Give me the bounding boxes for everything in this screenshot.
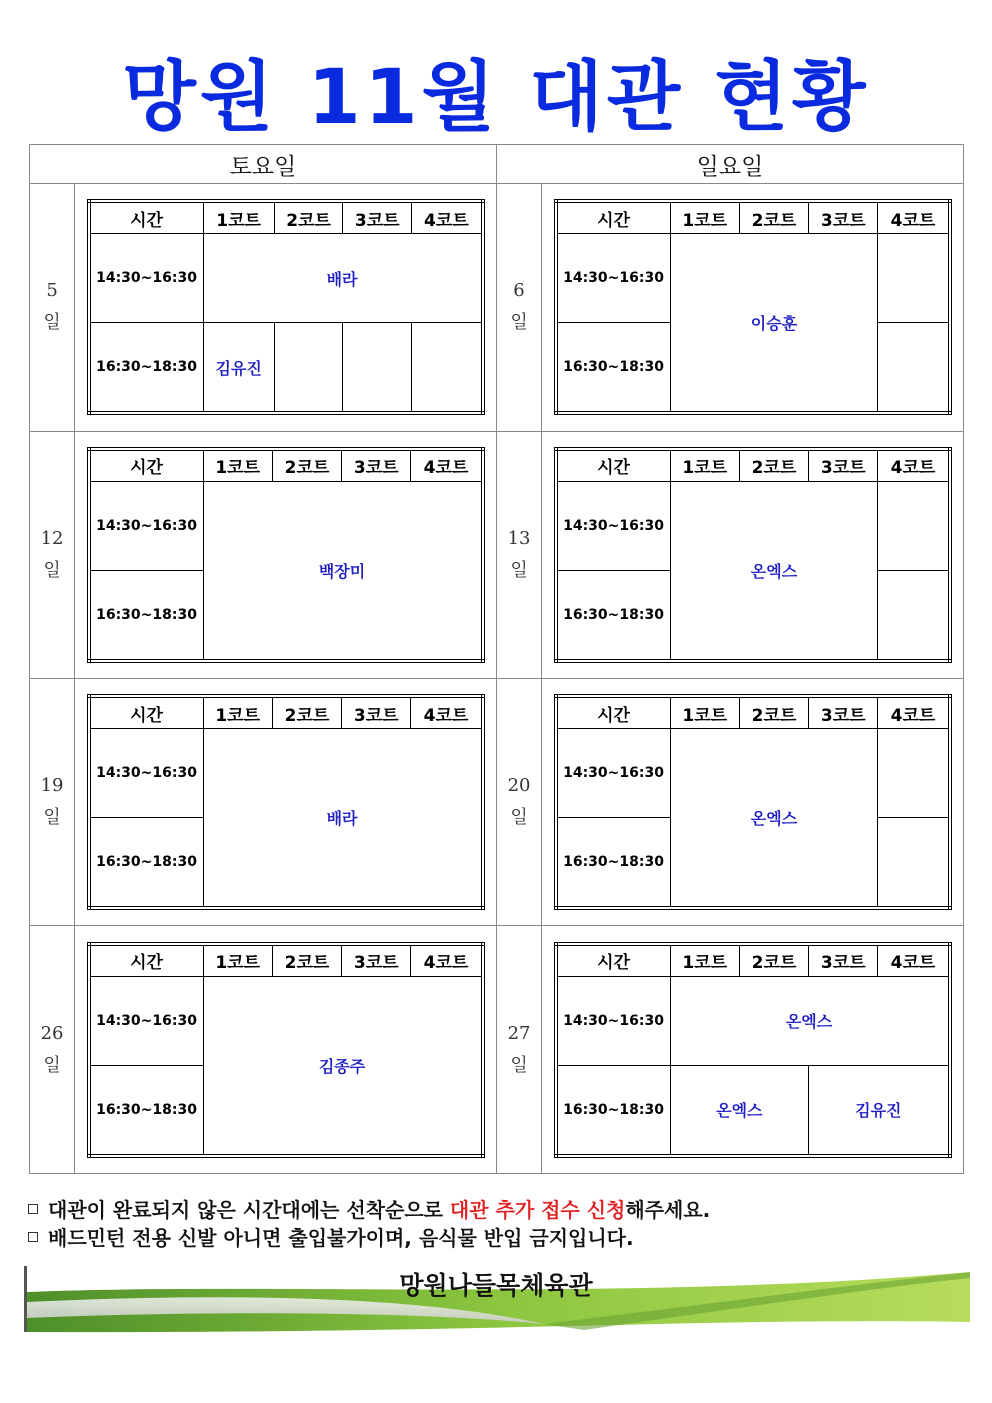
highlight-text: 대관 추가 접수 신청 bbox=[449, 1198, 626, 1222]
booking-cell: 이승훈 bbox=[670, 234, 878, 414]
date-label: 27 일 bbox=[496, 926, 541, 1174]
sunday-header: 일요일 bbox=[496, 145, 963, 184]
court-table: 시간 1코트 2코트 3코트 4코트 14:30~16:30 온엑스 16:30~18:30 bbox=[554, 694, 952, 910]
date-label: 6 일 bbox=[496, 184, 541, 431]
court-table: 시간 1코트 2코트 3코트 4코트 14:30~16:30 백장미 16:30~18:30 bbox=[87, 447, 485, 663]
booking-cell: 김유진 bbox=[203, 323, 274, 414]
schedule-table bbox=[29, 144, 964, 1174]
note-line-1: 대관이 완료되지 않은 시간대에는 선착순으로 대관 추가 접수 신청해주세요. bbox=[28, 1196, 710, 1224]
booking-cell: 온엑스 bbox=[670, 1065, 809, 1156]
facility-name: 망원나들목체육관 bbox=[399, 1271, 593, 1300]
booking-cell: 온엑스 bbox=[670, 976, 950, 1065]
booking-cell: 배라 bbox=[203, 234, 483, 323]
page-title: 망원 11월 대관 현황 bbox=[122, 52, 870, 141]
date-label: 20 일 bbox=[496, 679, 541, 926]
court-table: 시간 1코트 2코트 3코트 4코트 14:30~16:30 배라 16:30~18:30 김유진 bbox=[87, 199, 485, 415]
court-table: 시간 1코트 2코트 3코트 4코트 14:30~16:30 김종주 16:30~18:30 bbox=[87, 942, 485, 1158]
bullet-icon bbox=[28, 1204, 38, 1214]
court-table: 시간 1코트 2코트 3코트 4코트 14:30~16:30 이승훈 16:30~18:30 bbox=[554, 199, 952, 415]
booking-cell: 온엑스 bbox=[670, 481, 878, 661]
saturday-header: 토요일 bbox=[30, 145, 497, 184]
date-label: 26 일 bbox=[30, 926, 75, 1174]
notes bbox=[28, 1196, 710, 1252]
booking-cell: 백장미 bbox=[203, 481, 483, 661]
booking-cell: 배라 bbox=[203, 729, 483, 909]
date-label: 13 일 bbox=[496, 431, 541, 678]
bullet-icon bbox=[28, 1232, 38, 1242]
date-label: 19 일 bbox=[30, 679, 75, 926]
booking-cell: 온엑스 bbox=[670, 729, 878, 909]
booking-cell: 김종주 bbox=[203, 976, 483, 1156]
date-label: 5 일 bbox=[30, 184, 75, 431]
booking-cell: 김유진 bbox=[809, 1065, 950, 1156]
court-table: 시간 1코트 2코트 3코트 4코트 14:30~16:30 온엑스 16:30~18:30 bbox=[554, 447, 952, 663]
court-table: 시간 1코트 2코트 3코트 4코트 14:30~16:30 배라 16:30~18:30 bbox=[87, 694, 485, 910]
note-line-2: 배드민턴 전용 신발 아니면 출입불가이며, 음식물 반입 금지입니다. bbox=[28, 1224, 710, 1252]
date-label: 12 일 bbox=[30, 431, 75, 678]
court-table: 시간 1코트 2코트 3코트 4코트 14:30~16:30 온엑스 16:30~18:30 온엑스 김유진 bbox=[554, 942, 952, 1158]
